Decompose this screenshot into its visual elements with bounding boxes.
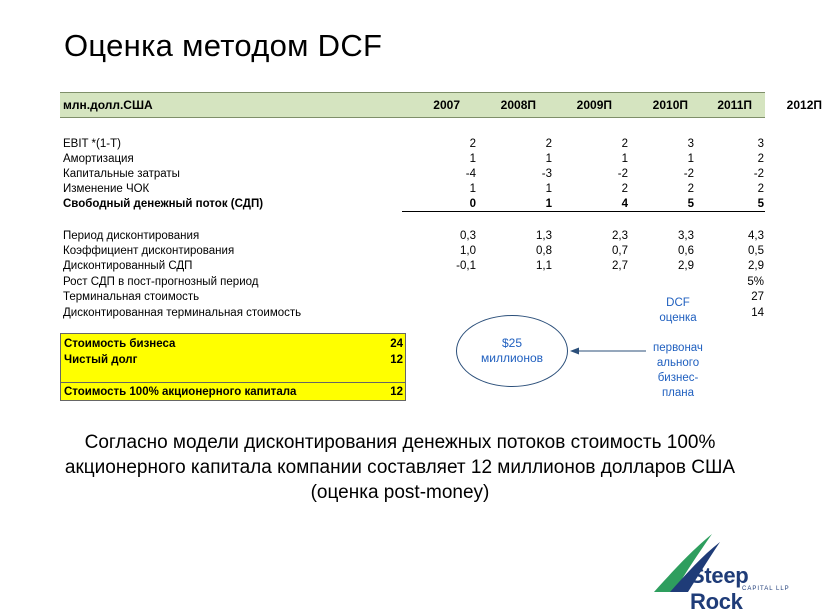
table-row <box>60 196 765 212</box>
cell-value: -0,1 <box>456 260 476 272</box>
cell-value: 1 <box>621 153 628 165</box>
cell-value: 0,6 <box>678 245 694 257</box>
summary-value: 24 <box>390 338 403 350</box>
cell-value: 2,3 <box>612 230 628 242</box>
table-row <box>60 136 765 152</box>
cell-value: 0,8 <box>536 245 552 257</box>
cell-value: 2,9 <box>678 260 694 272</box>
row-label: Изменение ЧОК <box>63 183 150 195</box>
row-label: Свободный денежный поток (СДП) <box>63 198 264 210</box>
dcf-note <box>638 296 718 401</box>
cell-value: 2 <box>687 183 694 195</box>
total-underline <box>402 211 765 212</box>
dcf-note-line: бизнес- <box>657 372 699 384</box>
summary-text: Согласно модели дисконтирования денежных потоков стоимость 100% акционерного капитала компании составляет 12 миллионов долларов США (оценка post-money) <box>64 432 736 503</box>
cell-value: 5 <box>687 198 694 210</box>
summary-row <box>61 336 405 352</box>
cell-value: 1 <box>469 153 476 165</box>
table-row <box>60 166 765 182</box>
row-label: EBIT *(1-T) <box>63 138 121 150</box>
cell-value: 27 <box>751 291 764 303</box>
cell-value: 5 <box>757 198 764 210</box>
logo-name: Steep Rock <box>690 563 749 614</box>
year-header: 2007 <box>433 98 460 112</box>
cell-value: 2 <box>469 138 476 150</box>
table-row <box>60 151 765 167</box>
table-row <box>60 243 765 259</box>
cell-value: 2,9 <box>748 260 764 272</box>
summary-value: 12 <box>390 386 403 398</box>
summary-row <box>61 352 405 368</box>
cell-value: 0 <box>469 198 476 210</box>
summary-divider <box>61 382 405 383</box>
summary-row <box>61 384 405 400</box>
cell-value: 0,3 <box>460 230 476 242</box>
cell-value: -3 <box>541 168 552 180</box>
cell-value: 5% <box>747 276 764 288</box>
valuation-summary-box <box>60 333 406 401</box>
table-row <box>60 181 765 197</box>
row-label: Дисконтированный СДП <box>63 260 193 272</box>
logo-subtitle: CAPITAL LLP <box>742 586 790 592</box>
year-header: 2008П <box>500 98 536 112</box>
row-label: Рост СДП в пост-прогнозный период <box>63 276 259 288</box>
cell-value: 1 <box>545 183 552 195</box>
cell-value: 0,7 <box>612 245 628 257</box>
cell-value: 14 <box>751 307 764 319</box>
cell-value: 1 <box>545 153 552 165</box>
cell-value: 1 <box>687 153 694 165</box>
cell-value: 2 <box>621 183 628 195</box>
row-label: Дисконтированная терминальная стоимость <box>63 307 302 319</box>
row-label: Терминальная стоимость <box>63 291 200 303</box>
cell-value: 3,3 <box>678 230 694 242</box>
bubble-text: $25 миллионов <box>480 336 543 365</box>
row-label: Коэффициент дисконтирования <box>63 245 235 257</box>
year-header: 2012П <box>786 98 822 112</box>
dcf-note-line: первонач <box>653 342 703 354</box>
arrow-left-icon <box>570 346 646 356</box>
summary-label: Стоимость 100% акционерного капитала <box>64 386 297 398</box>
year-header: 2010П <box>652 98 688 112</box>
table-row <box>60 228 765 244</box>
cell-value: -4 <box>465 168 476 180</box>
year-header: 2011П <box>717 98 752 112</box>
cell-value: -2 <box>753 168 764 180</box>
unit-label: млн.долл.США <box>63 98 153 112</box>
cell-value: 0,5 <box>748 245 764 257</box>
page-title: Оценка методом DCF <box>64 28 383 63</box>
cell-value: 1,3 <box>536 230 552 242</box>
cell-value: 1,1 <box>536 260 552 272</box>
summary-value: 12 <box>390 354 403 366</box>
cell-value: -2 <box>617 168 628 180</box>
cell-value: 3 <box>687 138 694 150</box>
valuation-bubble <box>456 315 568 387</box>
row-label: Капитальные затраты <box>63 168 180 180</box>
cell-value: -2 <box>683 168 694 180</box>
dcf-note-line: ального <box>656 357 700 369</box>
cell-value: 2 <box>545 138 552 150</box>
row-label: Амортизация <box>63 153 134 165</box>
summary-label: Стоимость бизнеса <box>64 338 176 350</box>
cell-value: 2 <box>621 138 628 150</box>
row-label: Период дисконтирования <box>63 230 200 242</box>
cell-value: 1 <box>469 183 476 195</box>
cell-value: 2 <box>757 183 764 195</box>
cell-value: 2 <box>757 153 764 165</box>
cell-value: 4 <box>621 198 628 210</box>
cell-value: 4,3 <box>748 230 764 242</box>
dcf-note-line: плана <box>661 387 695 399</box>
dcf-note-line: оценка <box>659 312 697 324</box>
table-row <box>60 274 765 290</box>
dcf-note-line: DCF <box>666 297 690 309</box>
year-header: 2009П <box>576 98 612 112</box>
cell-value: 1 <box>545 198 552 210</box>
table-row <box>60 258 765 274</box>
cell-value: 1,0 <box>460 245 476 257</box>
table-header <box>60 92 822 118</box>
cell-value: 2,7 <box>612 260 628 272</box>
cell-value: 3 <box>757 138 764 150</box>
summary-label: Чистый долг <box>64 354 138 366</box>
